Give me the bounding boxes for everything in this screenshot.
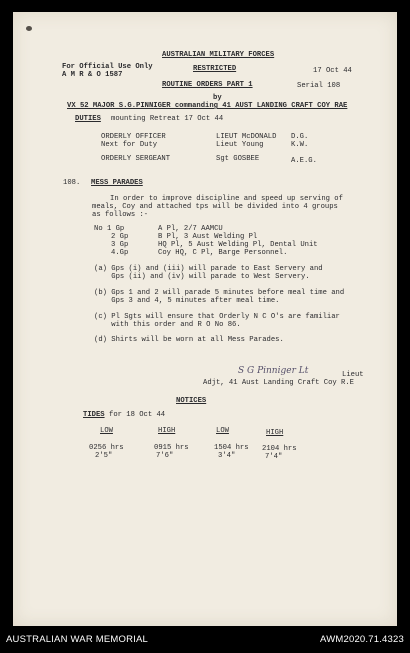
- tides-date: for 18 Oct 44: [109, 411, 166, 419]
- tide-time: 2104 hrs: [262, 445, 297, 453]
- duty-initials: K.W.: [291, 141, 309, 149]
- duty-name: Lieut Young: [216, 141, 264, 149]
- duty-name: LIEUT McDONALD: [216, 133, 277, 141]
- order-item-c-cont: with this order and R O No 86.: [94, 321, 241, 329]
- footer-bar: [0, 626, 410, 653]
- order-item-d: (d) Shirts will be worn at all Mess Parades.: [94, 336, 284, 344]
- serial-number: Serial 108: [297, 82, 341, 90]
- section-number: 108.: [63, 179, 81, 187]
- group-desc: B Pl, 3 Aust Welding Pl: [158, 233, 258, 241]
- duties-label: DUTIES: [75, 115, 101, 123]
- tides-label: TIDES: [83, 411, 105, 419]
- notices-title: NOTICES: [176, 397, 207, 405]
- intro-line: as follows :-: [92, 211, 149, 219]
- tide-time: 1504 hrs: [214, 444, 249, 452]
- duty-initials: D.G.: [291, 133, 309, 141]
- signatory-rank: Lieut: [342, 371, 364, 379]
- group-desc: A Pl, 2/7 AAMCU: [158, 225, 223, 233]
- group-label: 2 Gp: [111, 233, 129, 241]
- duty-role: Next for Duty: [101, 141, 158, 149]
- group-desc: Coy HQ, C Pl, Barge Personnel.: [158, 249, 288, 257]
- duties-mounting: mounting Retreat 17 Oct 44: [111, 115, 224, 123]
- footer-accession-number: AWM2020.71.4323: [320, 634, 404, 645]
- intro-line: In order to improve discipline and speed up serving of: [110, 195, 343, 203]
- restricted-label: RESTRICTED: [193, 65, 237, 73]
- tide-time: 0256 hrs: [89, 444, 124, 452]
- handwritten-signature: S G Pinniger Lt: [238, 366, 309, 376]
- intro-line: meals, Coy and attached tps will be divided into 4 groups: [92, 203, 338, 211]
- group-label: No 1 Gp: [94, 225, 125, 233]
- duty-initials: A.E.G.: [291, 157, 317, 165]
- tide-head: LOW: [216, 427, 229, 435]
- group-label: 4.Gp: [111, 249, 129, 257]
- tide-height: 7'4": [265, 453, 283, 461]
- official-use-label: For Official Use Only: [62, 63, 153, 71]
- tide-head: HIGH: [158, 427, 176, 435]
- section-title: MESS PARADES: [91, 179, 143, 187]
- group-label: 3 Gp: [111, 241, 129, 249]
- order-item-a: (a) Gps (i) and (iii) will parade to East Servery and: [94, 265, 323, 273]
- routine-orders-title: ROUTINE ORDERS PART 1: [162, 81, 253, 89]
- group-desc: HQ Pl, 5 Aust Welding Pl, Dental Unit: [158, 241, 318, 249]
- document-title: AUSTRALIAN MILITARY FORCES: [162, 51, 275, 59]
- order-item-c: (c) Pl Sgts will ensure that Orderly N C O's are familiar: [94, 313, 340, 321]
- signatory-title: Adjt, 41 Aust Landing Craft Coy R.E: [203, 379, 354, 387]
- duty-name: Sgt GOSBEE: [216, 155, 260, 163]
- tide-head: LOW: [100, 427, 113, 435]
- punch-hole-mark: [26, 26, 32, 31]
- order-item-a-cont: Gps (ii) and (iv) will parade to West Servery.: [94, 273, 310, 281]
- order-date: 17 Oct 44: [313, 67, 352, 75]
- commander-line: VX 52 MAJOR S.G.PINNIGER commanding 41 AUST LANDING CRAFT COY RAE: [67, 102, 348, 110]
- order-item-b: (b) Gps 1 and 2 will parade 5 minutes before meal time and: [94, 289, 345, 297]
- by-label: by: [213, 94, 222, 102]
- tide-height: 3'4": [218, 452, 236, 460]
- footer-institution: AUSTRALIAN WAR MEMORIAL: [6, 634, 149, 645]
- duty-role: ORDERLY OFFICER: [101, 133, 166, 141]
- tide-height: 2'5": [95, 452, 113, 460]
- duty-role: ORDERLY SERGEANT: [101, 155, 171, 163]
- tide-time: 0915 hrs: [154, 444, 189, 452]
- tide-height: 7'6": [156, 452, 174, 460]
- amr-reference: A M R & O 1587: [62, 71, 123, 79]
- order-item-b-cont: Gps 3 and 4, 5 minutes after meal time.: [94, 297, 280, 305]
- tide-head: HIGH: [266, 429, 284, 437]
